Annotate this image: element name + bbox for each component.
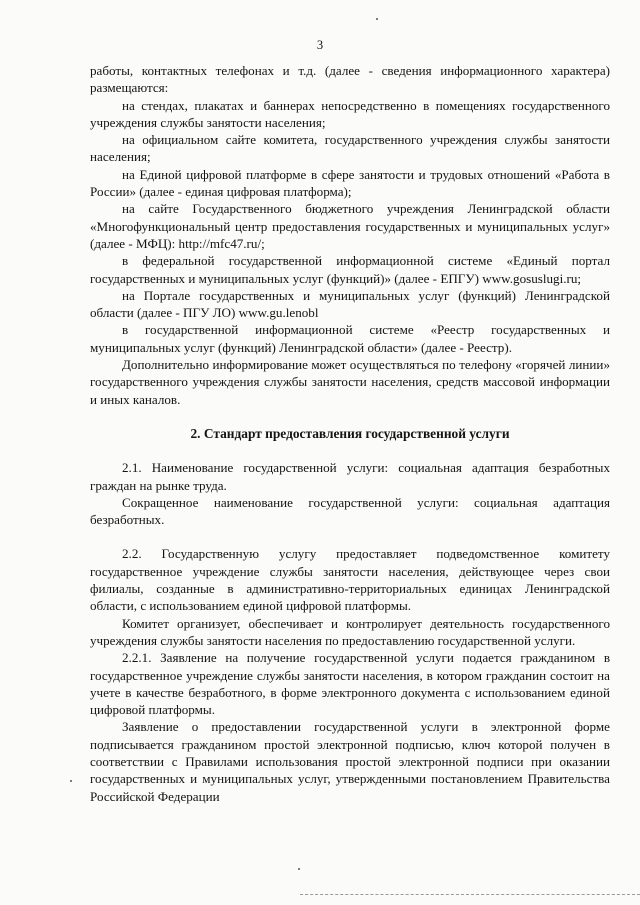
paragraph-2-2-1-application: 2.2.1. Заявление на получение государственной услуги подается гражданином в государственное учреждение службы занятости населения, в котором гражданин состоит на учете в качестве безработного, в форме электронного документа с использованием единой цифровой платформы. — [90, 650, 610, 718]
scan-speck — [376, 18, 378, 20]
scan-edge-line — [300, 894, 640, 895]
document-body — [90, 62, 610, 805]
scan-speck — [298, 868, 300, 870]
paragraph-epgu: в федеральной государственной информационной системе «Единый портал государственных и муниципальных услуг (функций)» (далее - ЕПГУ) www.gosuslugi.ru; — [90, 253, 610, 286]
paragraph-electronic-signature: Заявление о предоставлении государственной услуги в электронной форме подписывается гражданином простой электронной подписью, ключ которой получен в соответствии с Правилами использования простой электронной подписи при оказании государственных и муниципальных услуг, утвержденными постановлением Правительства Российской Федерации — [90, 719, 610, 804]
section-heading: 2. Стандарт предоставления государственной услуги — [190, 425, 510, 441]
page-number: 3 — [316, 38, 324, 52]
paragraph-mfc: на сайте Государственного бюджетного учреждения Ленинградской области «Многофункциональный центр предоставления государственных и муниципальных услуг» (далее - МФЦ): http://mfc47.ru/; — [90, 201, 610, 251]
paragraph-hotline: Дополнительно информирование может осуществляться по телефону «горячей линии» государственного учреждения службы занятости населения, средств массовой информации и иных каналов. — [90, 357, 610, 407]
paragraph-registry: в государственной информационной системе «Реестр государственных и муниципальных услуг (функций) Ленинградской области» (далее - Реестр). — [90, 322, 610, 355]
paragraph-stands: на стендах, плакатах и баннерах непосредственно в помещениях государственного учреждения службы занятости населения; — [90, 97, 610, 130]
paragraph-short-name: Сокращенное наименование государственной услуги: социальная адаптация безработных. — [90, 494, 610, 528]
paragraph-official-site: на официальном сайте комитета, государственного учреждения службы занятости населения; — [90, 132, 610, 165]
scan-speck — [70, 780, 72, 782]
paragraph-2-1-name: 2.1. Наименование государственной услуги: социальная адаптация безработных граждан на рынке труда. — [90, 460, 610, 493]
paragraph-pgu-lo: на Портале государственных и муниципальных услуг (функций) Ленинградской области (далее - ПГУ ЛО) www.gu.lenobl — [90, 287, 610, 321]
paragraph-digital-platform: на Единой цифровой платформе в сфере занятости и трудовых отношений «Работа в России» (далее - единая цифровая платформа); — [90, 166, 610, 200]
paragraph-committee: Комитет организует, обеспечивает и контролирует деятельность государственного учреждения службы занятости населения по предоставлению государственной услуги. — [90, 615, 610, 648]
paragraph-continuation: работы, контактных телефонах и т.д. (далее - сведения информационного характера) размещаются: — [90, 63, 610, 96]
paragraph-2-2-provider: 2.2. Государственную услугу предоставляет подведомственное комитету государственное учреждение службы занятости населения, действующее через свои филиалы, созданные в административно-территориальных единицах Ленинградской области, с использованием единой цифровой платформы. — [90, 546, 610, 614]
